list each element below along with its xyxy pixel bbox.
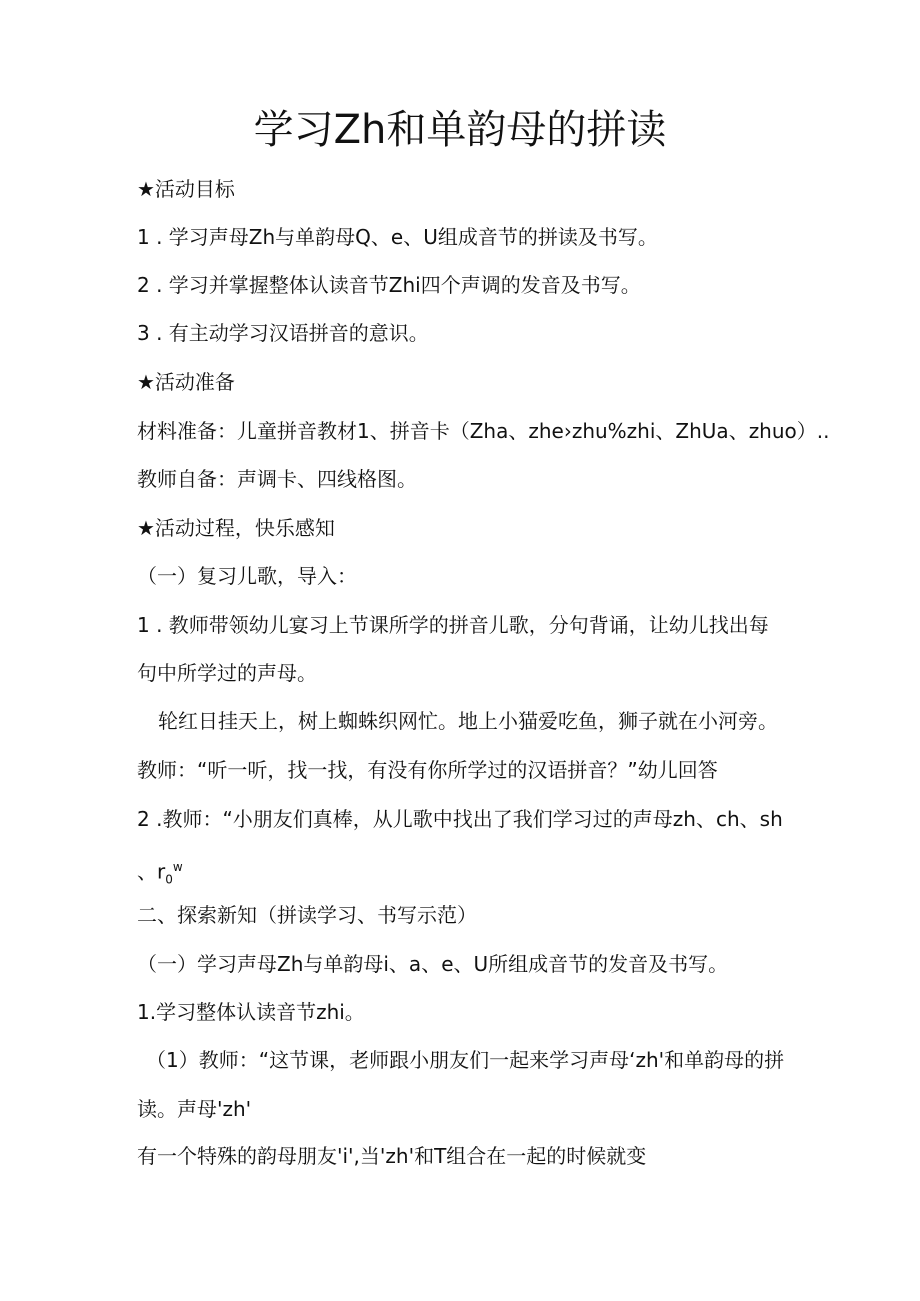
paragraph-1-line-c: 有一个特殊的韵母朋友'i',当'zh'和T组合在一起的时候就变 — [137, 1144, 647, 1168]
step-2-main-text: 、r — [137, 859, 166, 884]
paragraph-1-line-b: 读。声母'zh' — [137, 1097, 252, 1121]
section-2-heading: 二、探索新知（拼读学习、书写示范） — [137, 903, 477, 927]
goal-item-2: 2 . 学习并掌握整体认读音节Zhi四个声调的发音及书写。 — [137, 273, 641, 297]
teacher-prep-line: 教师自备：声调卡、四线格图。 — [137, 467, 417, 491]
point-1-line: 1.学习整体认读音节zhi。 — [137, 1000, 365, 1024]
process-heading: ★活动过程，快乐感知 — [137, 516, 335, 540]
subsection-heading-1: （一）复习儿歌，导入： — [137, 564, 357, 588]
step-1-line-a: 1 . 教师带领幼儿宴习上节课所学的拼音儿歌，分句背诵，让幼儿找出每 — [137, 613, 769, 637]
subsection-heading-2: （一）学习声母Zh与单韵母i、a、e、U所组成音节的发音及书写。 — [137, 952, 729, 976]
rhyme-text: 轮红日挂天上，树上蜘蛛织网忙。地上小猫爱吃鱼，狮子就在小河旁。 — [158, 709, 778, 733]
goal-item-1: 1 . 学习声母Zh与单韵母Q、e、U组成音节的拼读及书写。 — [137, 225, 658, 249]
goals-heading: ★活动目标 — [137, 177, 235, 201]
preparation-heading: ★活动准备 — [137, 370, 235, 394]
step-1-line-b: 句中所学过的声母。 — [137, 661, 317, 685]
teacher-question: 教师：“听一听，找一找，有没有你所学过的汉语拼音？”幼儿回答 — [137, 758, 718, 782]
goal-item-3: 3 . 有主动学习汉语拼音的意识。 — [137, 321, 429, 345]
step-2-superscript: w — [172, 860, 183, 874]
step-2-line-a: 2 .教师：“小朋友们真棒，从儿歌中找出了我们学习过的声母zh、ch、sh — [137, 807, 783, 831]
paragraph-1-line-a: （1）教师：“这节课，老师跟小朋友们一起来学习声母‘zh'和单韵母的拼 — [146, 1048, 785, 1072]
document-title: 学习Zh和单韵母的拼读 — [253, 107, 667, 153]
step-2-subscript: 0 — [165, 872, 173, 887]
materials-line: 材料准备：儿童拼音教材1、拼音卡（Zha、zhe›zhu%zhi、ZhUa、zhuo）.. — [137, 419, 830, 443]
step-2-line-b — [137, 852, 183, 895]
